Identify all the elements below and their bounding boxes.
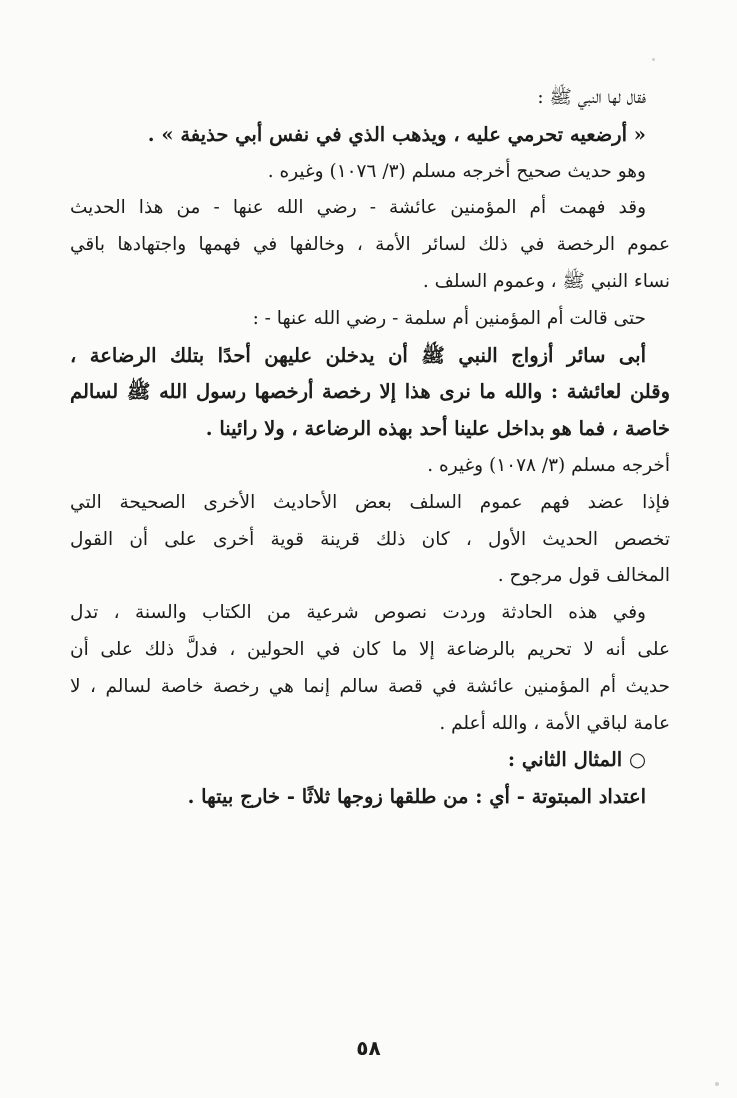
paper-speck (715, 1082, 719, 1086)
body-text (70, 80, 670, 816)
text-line: خاصة ، فما هو بداخل علينا أحد بهذه الرضاعة ، ولا رائينا . (205, 417, 670, 441)
text-line: على أنه لا تحريم بالرضاعة إلا ما كان في الحولين ، فدلَّ ذلك على أن (70, 638, 670, 660)
text-line: اعتداد المبتوتة - أي : من طلقها زوجها ثلاثًا - خارج بيتها . (187, 785, 646, 809)
text-line: فإذا عضد فهم عموم السلف بعض الأحاديث الأخرى الصحيحة التي (70, 491, 670, 513)
text-line: حديث أم المؤمنين عائشة في قصة سالم إنما هي رخصة خاصة لسالم ، لا (70, 675, 670, 697)
text-line: حتى قالت أم المؤمنين أم سلمة - رضي الله عنها - : (252, 307, 646, 329)
paper-speck (652, 58, 655, 61)
text-line: أخرجه مسلم (٣/ ١٠٧٨) وغيره . (427, 454, 670, 476)
text-line: المخالف قول مرجوح . (497, 565, 670, 587)
text-line: وهو حديث صحيح أخرجه مسلم (٣/ ١٠٧٦) وغيره . (267, 160, 646, 182)
text-line: ○ المثال الثاني : (507, 748, 646, 772)
text-line: « أرضعيه تحرمي عليه ، ويذهب الذي في نفس أبي حذيفة » . (147, 122, 646, 146)
text-line: وقلن لعائشة : والله ما نرى هذا إلا رخصة أرخصها رسول الله ﷺ لسالم (70, 380, 670, 404)
text-line: تخصص الحديث الأول ، كان ذلك قرينة قوية أخرى على أن القول (70, 528, 670, 550)
text-line: فقال لها النبي ﷺ : (537, 87, 646, 108)
text-line: وقد فهمت أم المؤمنين عائشة - رضي الله عنها - من هذا الحديث (70, 197, 646, 219)
text-line: وفي هذه الحادثة وردت نصوص شرعية من الكتاب والسنة ، تدل (70, 602, 646, 624)
page-number: ٥٨ (356, 1036, 381, 1060)
text-line: عامة لباقي الأمة ، والله أعلم . (439, 712, 670, 734)
text-line: نساء النبي ﷺ ، وعموم السلف . (422, 270, 670, 292)
text-line: أبى سائر أزواج النبي ﷺ أن يدخلن عليهن أحدًا بتلك الرضاعة ، (70, 343, 646, 367)
text-line: عموم الرخصة في ذلك لسائر الأمة ، وخالفها في فهمها واجتهادها باقي (70, 234, 670, 256)
